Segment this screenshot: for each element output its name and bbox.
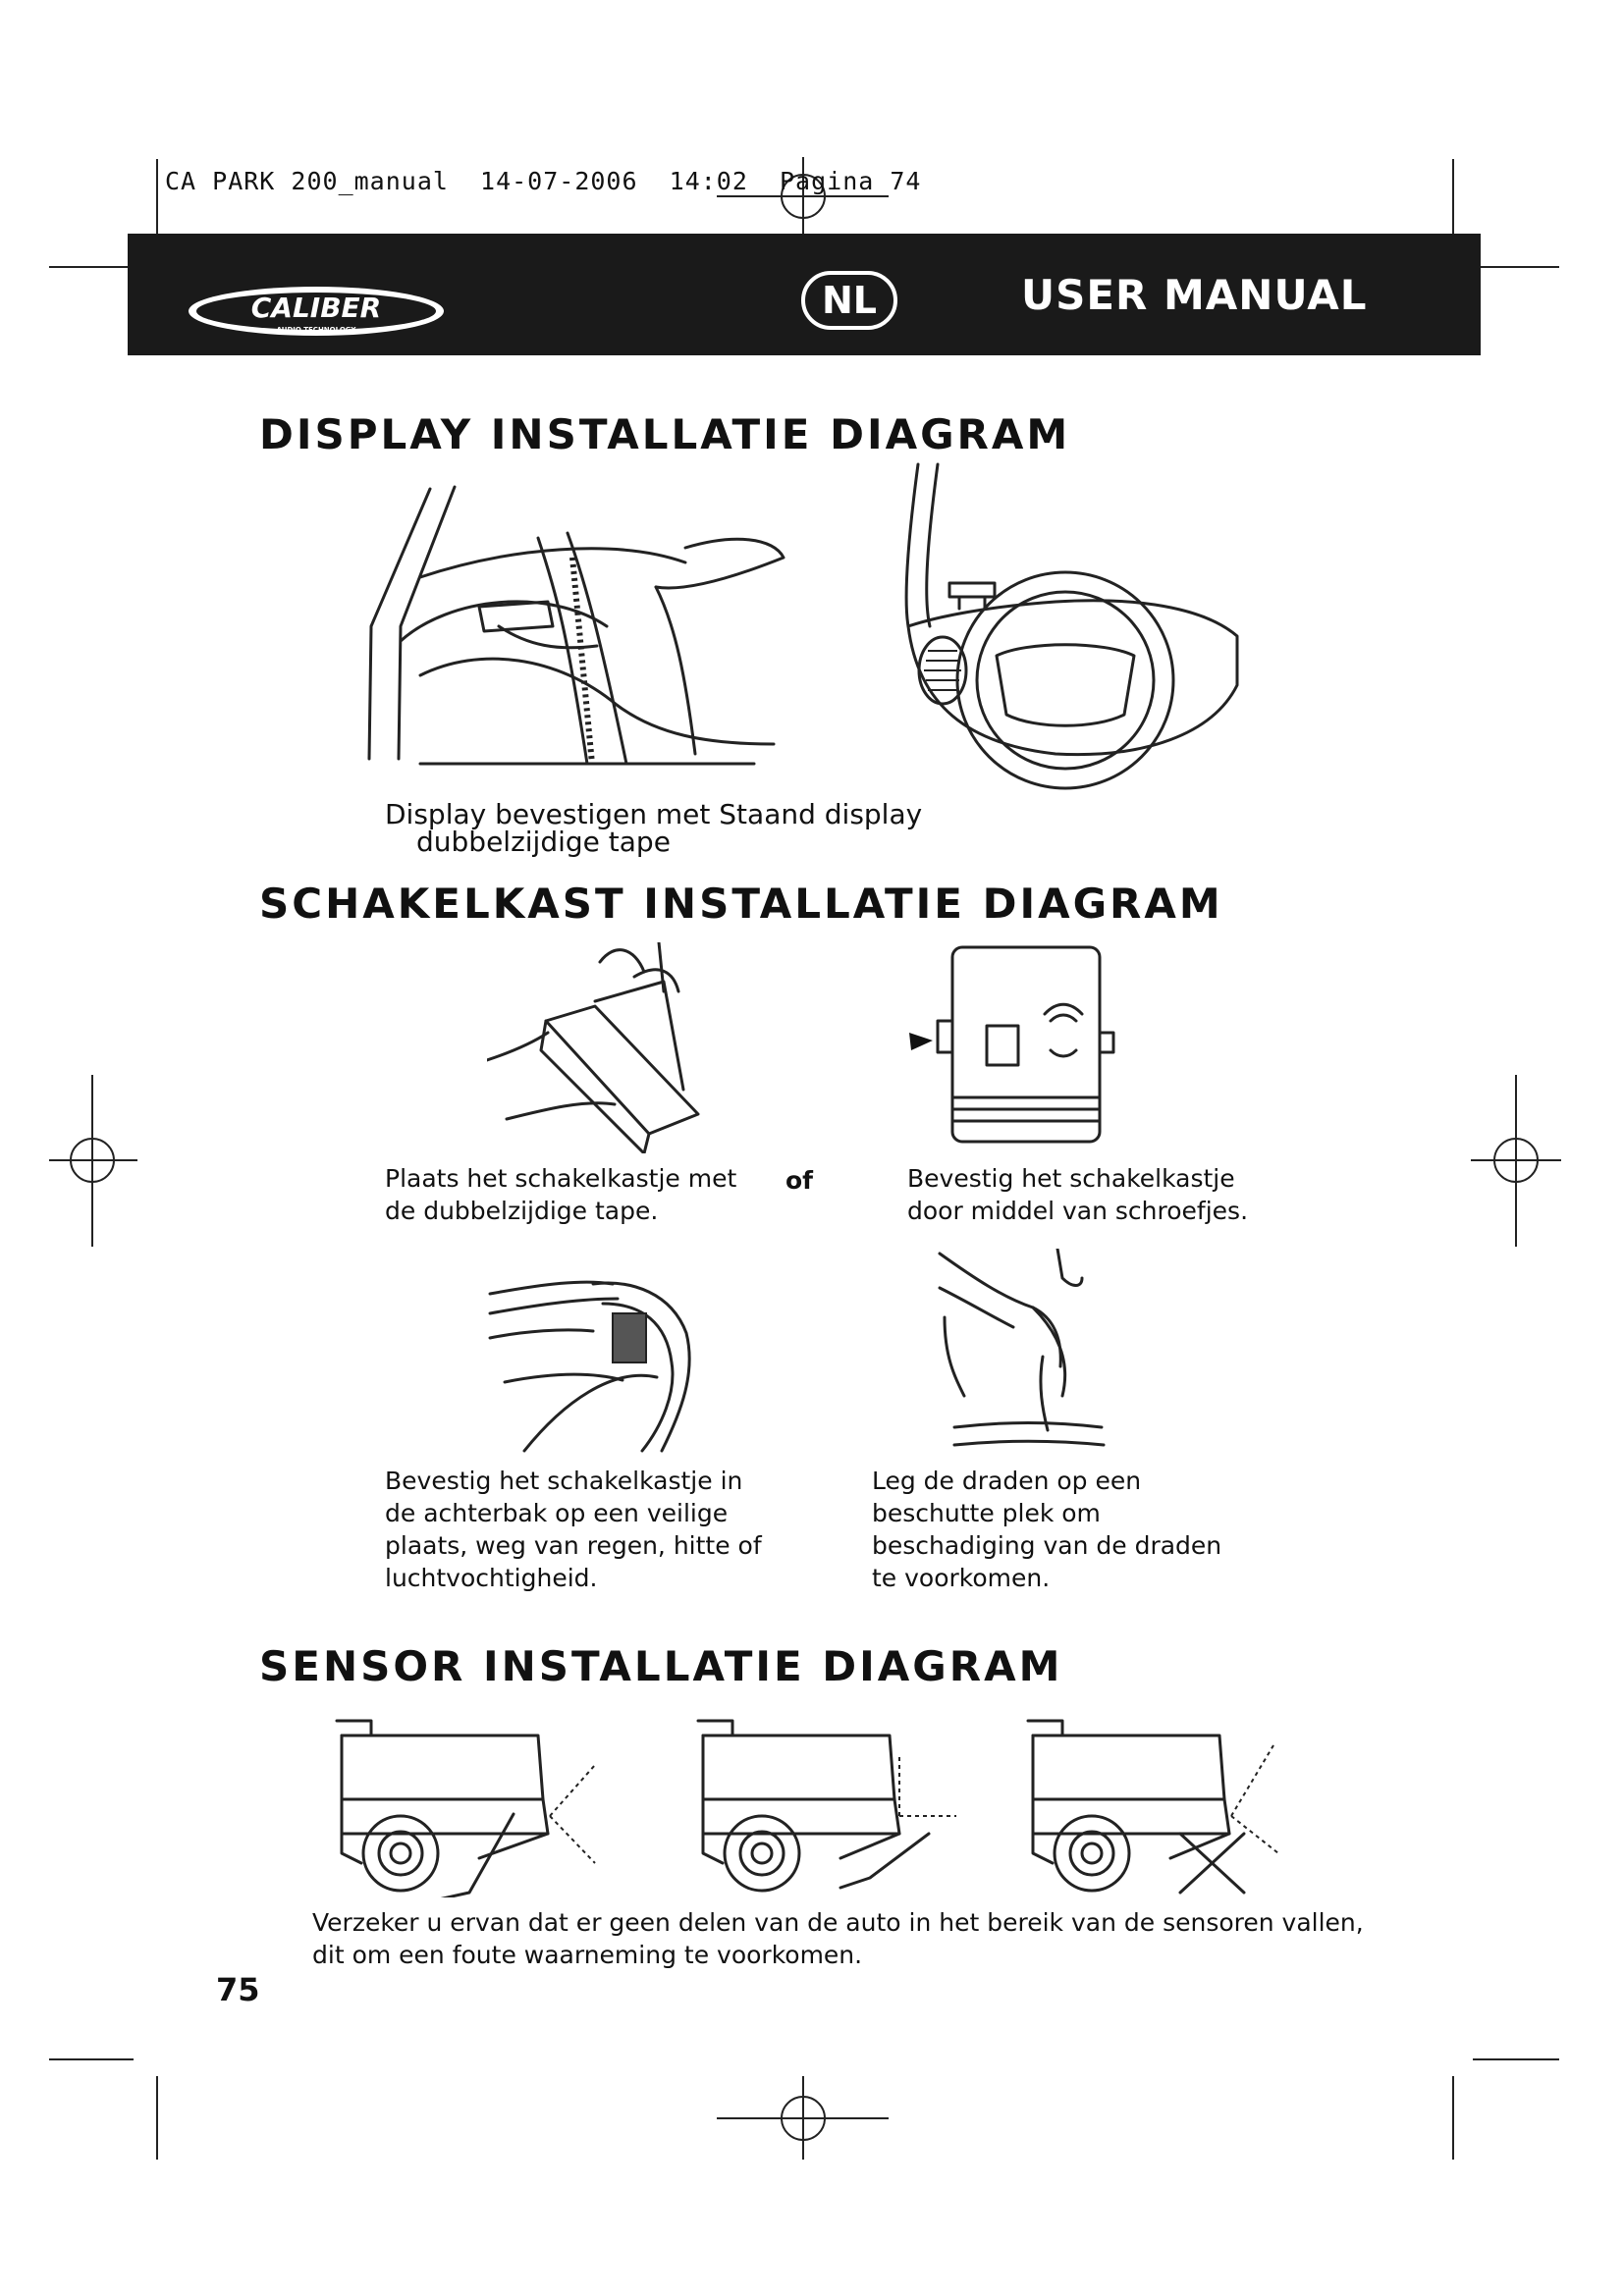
caption-trunk-line2: de achterbak op een veilige [385, 1499, 729, 1527]
switchbox-section-heading: SCHAKELKAST INSTALLATIE DIAGRAM [259, 880, 1223, 928]
or-label: of [785, 1166, 814, 1195]
caption-wires-line1: Leg de draden op een [872, 1467, 1142, 1495]
sensor-section-heading: SENSOR INSTALLATIE DIAGRAM [259, 1642, 1063, 1690]
print-slug-line: CA PARK 200_manual 14-07-2006 14:02 Pagina 74 [165, 167, 922, 195]
dashboard-steering-wheel-illustration [889, 459, 1242, 798]
display-caption-line2: dubbelzijdige tape [416, 826, 671, 858]
caption-trunk-line1: Bevestig het schakelkastje in [385, 1467, 743, 1495]
sensor-angle-correct-2 [693, 1706, 958, 1897]
display-caption-line1: Display bevestigen met Staand display [385, 798, 923, 830]
caption-wires-line3: beschadiging van de draden [872, 1531, 1222, 1560]
caption-screws-line2: door middel van schroefjes. [907, 1197, 1249, 1225]
sensor-caption-line1: Verzeker u ervan dat er geen delen van de auto in het bereik van de sensoren vallen, [312, 1908, 1364, 1937]
caliber-logo [185, 283, 448, 340]
page-number: 75 [216, 1971, 260, 2008]
caption-screws-line1: Bevestig het schakelkastje [907, 1164, 1235, 1193]
header-title: USER MANUAL [1021, 271, 1368, 319]
display-section-heading: DISPLAY INSTALLATIE DIAGRAM [259, 410, 1071, 458]
caption-tape-line1: Plaats het schakelkastje met [385, 1164, 737, 1193]
sensor-angle-incorrect [1023, 1706, 1288, 1897]
logo-subtext: AUDIO TECHNOLOGY [276, 326, 356, 334]
caption-trunk-line4: luchtvochtigheid. [385, 1564, 598, 1592]
switchbox-screw-illustration [903, 942, 1129, 1148]
display-mounting-illustration [361, 479, 815, 774]
trunk-mounting-illustration [485, 1255, 709, 1456]
logo-wordmark: CALIBER [250, 292, 382, 324]
caption-tape-line2: de dubbelzijdige tape. [385, 1197, 659, 1225]
switchbox-tape-illustration [487, 942, 713, 1153]
caption-wires-line4: te voorkomen. [872, 1564, 1051, 1592]
language-badge: NL [801, 271, 897, 330]
sensor-caption-line2: dit om een foute waarneming te voorkomen. [312, 1941, 863, 1969]
caption-trunk-line3: plaats, weg van regen, hitte of [385, 1531, 762, 1560]
sensor-angle-correct-1 [332, 1706, 597, 1897]
caption-wires-line2: beschutte plek om [872, 1499, 1101, 1527]
wire-routing-illustration [935, 1249, 1121, 1460]
